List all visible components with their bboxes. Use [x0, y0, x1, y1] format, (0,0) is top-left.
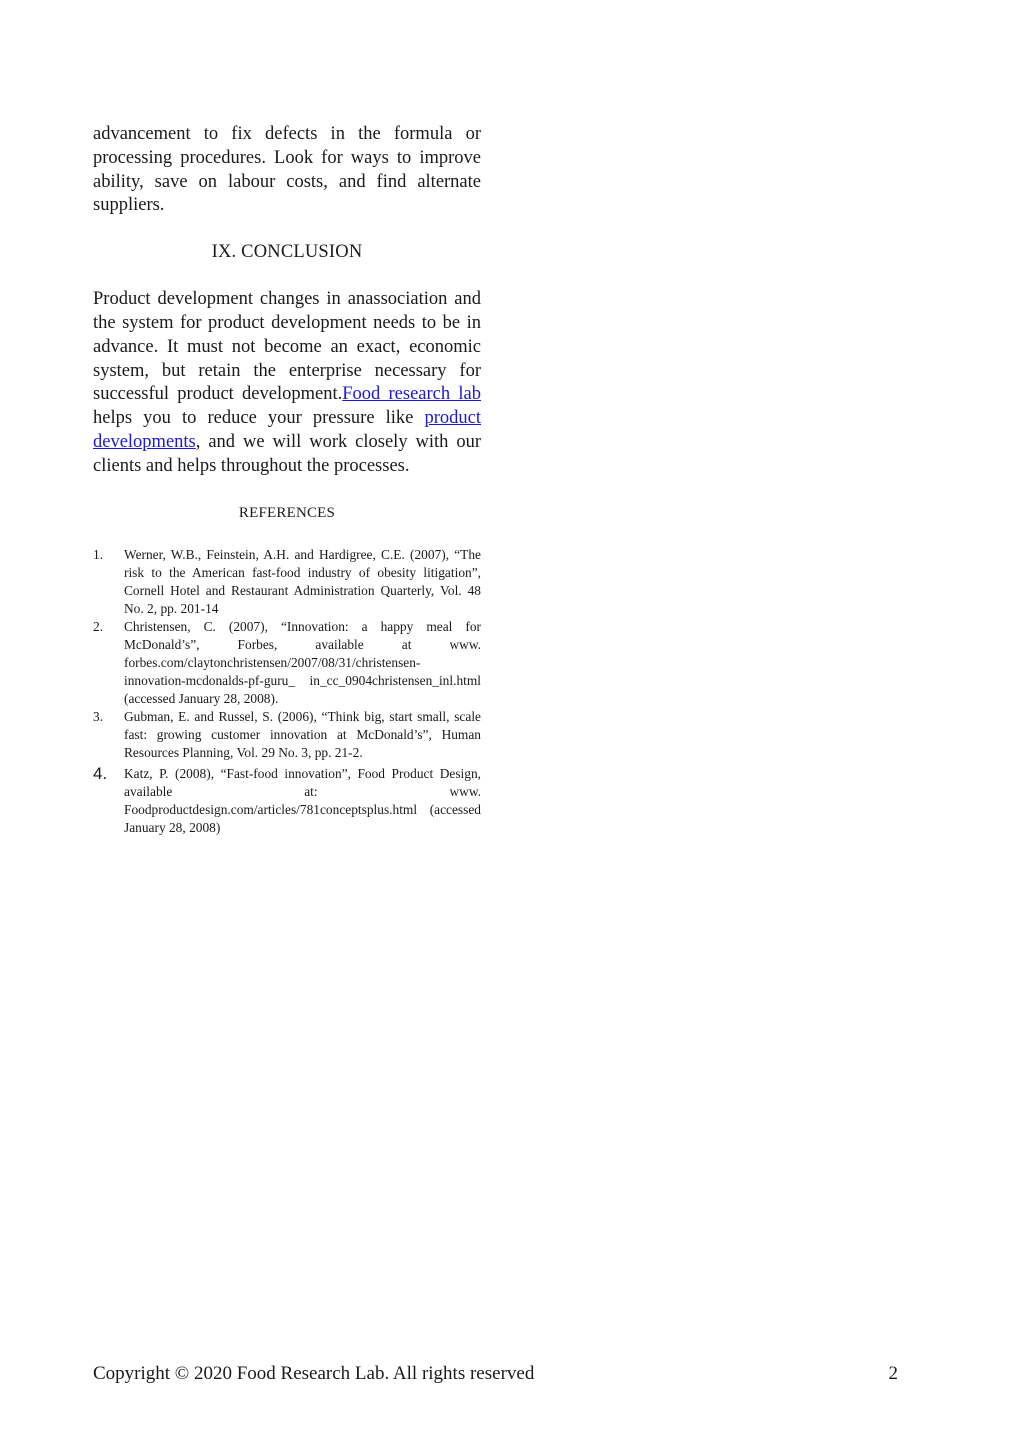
reference-number: 3. — [93, 708, 104, 724]
reference-item — [93, 546, 481, 618]
reference-number: 4. — [93, 763, 108, 783]
product-developments-link[interactable]: product developments — [93, 408, 481, 452]
conclusion-text-start: Product development changes in anassociation and the system for product development needs to be in advance. It must not become an exact, economic system, but retain the enterprise necessary for successful product development. — [93, 289, 481, 405]
conclusion-paragraph — [93, 288, 481, 478]
page-number: 2 — [888, 1363, 898, 1384]
reference-number: 2. — [93, 618, 104, 634]
conclusion-text-end: , and we will work closely with our clients and helps throughout the processes. — [93, 431, 481, 476]
reference-text: Christensen, C. (2007), “Innovation: a happy meal for McDonald’s”, Forbes, available at www. forbes.com/claytonchristensen/2007/08/31/christensen-innovation-mcdonalds-pf-guru_ in_cc_0904christensen_inl.html (accessed January 28, 2008). — [124, 618, 481, 706]
reference-item — [93, 618, 481, 708]
reference-text: Gubman, E. and Russel, S. (2006), “Think big, start small, scale fast: growing customer innovation at McDonald’s”, Human Resources Planning, Vol. 29 No. 3, pp. 21-2. — [124, 708, 481, 760]
conclusion-text-middle: helps you to reduce your pressure like — [93, 408, 425, 429]
copyright-notice: Copyright © 2020 Food Research Lab. All rights reserved — [93, 1363, 535, 1384]
reference-text: Werner, W.B., Feinstein, A.H. and Hardigree, C.E. (2007), “The risk to the American fast-food industry of obesity litigation”, Cornell Hotel and Restaurant Administration Quarterly, Vol. 48 No. 2, pp. 201-14 — [124, 546, 481, 616]
document-column — [93, 123, 481, 837]
reference-text: Katz, P. (2008), “Fast-food innovation”, Food Product Design, available at: www. Foodproductdesign.com/articles/781conceptsplus.html (accessed January 28, 2008) — [124, 765, 481, 835]
references-list — [93, 546, 481, 837]
food-research-lab-link[interactable]: Food research lab — [342, 384, 481, 405]
page-footer — [93, 1362, 898, 1386]
reference-item — [93, 765, 481, 837]
references-heading: REFERENCES — [238, 504, 336, 521]
conclusion-heading: IX. CONCLUSION — [211, 242, 363, 263]
reference-number: 1. — [93, 546, 104, 562]
intro-paragraph: advancement to fix defects in the formula or processing procedures. Look for ways to improve ability, save on labour costs, and find alternate suppliers. — [93, 124, 481, 216]
reference-item — [93, 708, 481, 762]
